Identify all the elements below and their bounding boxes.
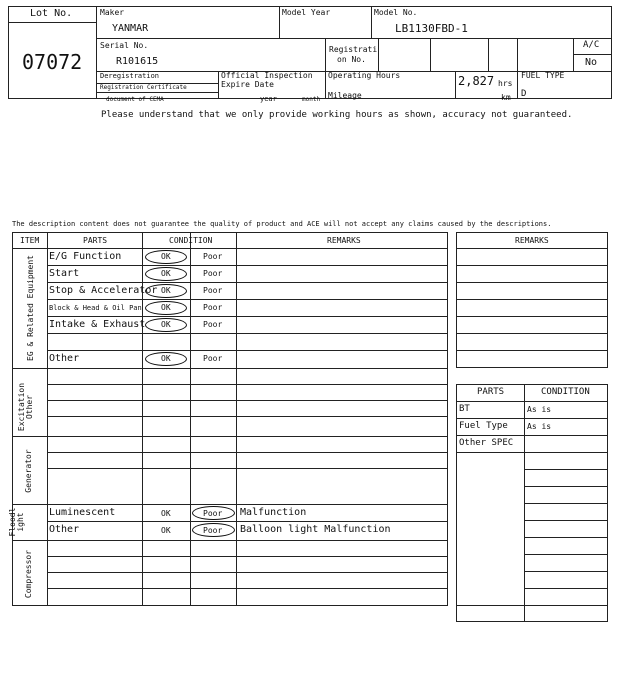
part-other-floodlight: Other bbox=[49, 524, 80, 535]
operating-hours-value: 2,827 bbox=[458, 74, 495, 88]
part-block-head-oilpan: Block & Head & Oil Pan bbox=[49, 304, 142, 312]
section-floodlight-label: Floodl ight bbox=[8, 507, 26, 537]
year-label: year bbox=[260, 95, 277, 103]
lot-number: 07072 bbox=[22, 50, 83, 74]
model-no-value: LB1130FBD-1 bbox=[395, 22, 468, 35]
section-generator-label: Generator bbox=[24, 449, 33, 493]
spec-cond-fuel: As is bbox=[527, 422, 552, 431]
ac-label: A/C bbox=[583, 40, 600, 50]
poor-label: Poor bbox=[203, 320, 223, 329]
poor-label: Poor bbox=[203, 269, 223, 278]
maker-label: Maker bbox=[100, 8, 125, 17]
section-eg-label: EG & Related Equipment bbox=[26, 255, 35, 361]
part-intake-exhaust: Intake & Exhaust bbox=[49, 319, 146, 330]
spec-parts-header: PARTS bbox=[477, 387, 505, 397]
ok-label: OK bbox=[161, 303, 171, 312]
col-parts-header: PARTS bbox=[83, 236, 108, 245]
ac-value: No bbox=[585, 57, 598, 68]
part-stop-accelerator: Stop & Accelerator bbox=[49, 285, 158, 296]
registration-label-2: on No. bbox=[337, 55, 366, 64]
poor-label: Poor bbox=[203, 354, 223, 363]
ok-label: OK bbox=[161, 526, 171, 535]
expire-date-label: Expire Date bbox=[221, 80, 274, 89]
col-item-header: ITEM bbox=[20, 236, 40, 245]
official-inspection-label: Official Inspection bbox=[221, 71, 313, 80]
part-other-eg: Other bbox=[49, 353, 80, 364]
right-remarks-header: REMARKS bbox=[515, 236, 549, 245]
spec-part-fuel: Fuel Type bbox=[459, 421, 508, 431]
poor-label: Poor bbox=[203, 509, 223, 518]
model-year-label: Model Year bbox=[282, 8, 331, 17]
poor-label: Poor bbox=[203, 252, 223, 261]
spec-part-bt: BT bbox=[459, 404, 470, 414]
poor-label: Poor bbox=[203, 526, 223, 535]
fuel-type-label: FUEL TYPE bbox=[521, 71, 565, 80]
month-label: month bbox=[302, 96, 321, 103]
col-condition-header: CONDITION bbox=[169, 236, 213, 245]
model-no-label: Model No. bbox=[374, 8, 418, 17]
ok-label: OK bbox=[161, 252, 171, 261]
poor-label: Poor bbox=[203, 286, 223, 295]
registration-label: Registrati bbox=[329, 45, 378, 54]
registration-certificate-label: Registration Certificate bbox=[100, 84, 187, 91]
hrs-unit: hrs bbox=[498, 79, 513, 88]
spec-part-other: Other SPEC bbox=[459, 438, 514, 448]
ok-label: OK bbox=[161, 320, 171, 329]
operating-hours-label: Operating Hours bbox=[328, 71, 401, 80]
col-remarks-header: REMARKS bbox=[327, 236, 361, 245]
remark-malfunction: Malfunction bbox=[240, 507, 307, 518]
section-compressor-label: Compressor bbox=[24, 549, 33, 599]
section-excitation-label: Excitation Other bbox=[17, 382, 35, 432]
mileage-label: Mileage bbox=[328, 91, 362, 100]
right-remarks-table bbox=[456, 232, 608, 368]
part-eg-function: E/G Function bbox=[49, 251, 122, 262]
serial-value: R101615 bbox=[116, 56, 159, 67]
ok-label: OK bbox=[161, 354, 171, 363]
maker-value: YANMAR bbox=[112, 23, 149, 34]
km-unit: km bbox=[501, 93, 511, 102]
header-box bbox=[8, 6, 612, 99]
ok-label: OK bbox=[161, 509, 171, 518]
ok-label: OK bbox=[161, 286, 171, 295]
deregistration-label: Deregistration bbox=[100, 72, 160, 80]
notice-text: Please understand that we only provide working hours as shown, accuracy not guaranteed. bbox=[101, 110, 573, 120]
spec-cond-bt: As is bbox=[527, 405, 552, 414]
fuel-type-value: D bbox=[521, 89, 527, 99]
serial-label: Serial No. bbox=[100, 41, 149, 50]
ok-label: OK bbox=[161, 269, 171, 278]
part-start: Start bbox=[49, 268, 80, 279]
spec-condition-header: CONDITION bbox=[541, 387, 590, 397]
cema-label: document of CEMA bbox=[106, 96, 164, 103]
disclaimer-text: The description content does not guarantee the quality of product and ACE will not accept any claims caused by the descriptions. bbox=[12, 220, 552, 228]
poor-label: Poor bbox=[203, 303, 223, 312]
lot-label: Lot No. bbox=[30, 8, 73, 19]
part-luminescent: Luminescent bbox=[49, 507, 116, 518]
remark-balloon-light: Balloon light Malfunction bbox=[240, 524, 391, 535]
